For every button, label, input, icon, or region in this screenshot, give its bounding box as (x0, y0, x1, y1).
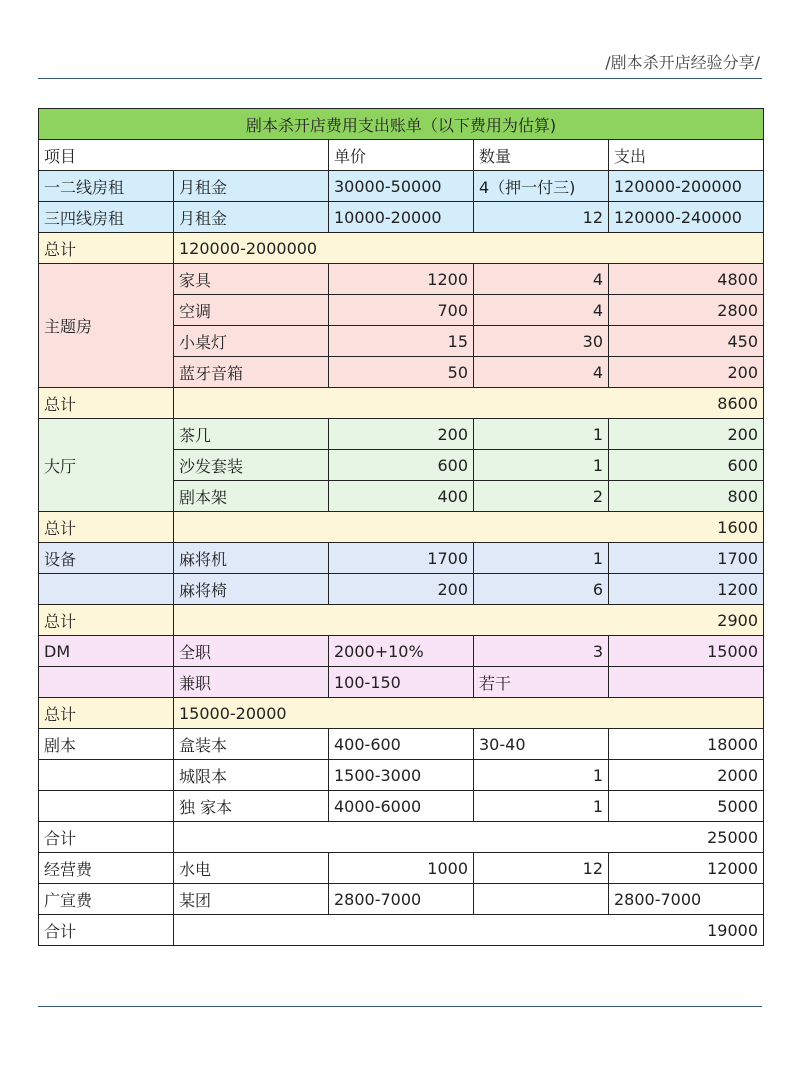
table-title-row (39, 109, 764, 140)
header-row (39, 140, 764, 171)
row-qty: 1 (474, 450, 609, 481)
row-price: 100-150 (329, 667, 474, 698)
row-sub: 蓝牙音箱 (174, 357, 329, 388)
row-price: 700 (329, 295, 474, 326)
table-row (39, 419, 764, 450)
row-cost: 600 (609, 450, 764, 481)
subtotal-label: 总计 (39, 233, 174, 264)
row-cost: 4800 (609, 264, 764, 295)
bottom-divider (38, 1006, 762, 1007)
row-cost: 18000 (609, 729, 764, 760)
rent-cost: 120000-200000 (609, 171, 764, 202)
row-price: 1200 (329, 264, 474, 295)
table-title: 剧本杀开店费用支出账单（以下费用为估算) (39, 109, 764, 140)
row-qty: 若干 (474, 667, 609, 698)
subtotal-row (39, 388, 764, 419)
row-sub: 沙发套装 (174, 450, 329, 481)
subtotal-value: 1600 (174, 512, 764, 543)
subtotal-label: 总计 (39, 605, 174, 636)
row-price: 4000-6000 (329, 791, 474, 822)
subtotal-value: 2900 (174, 605, 764, 636)
col-header-cost: 支出 (609, 140, 764, 171)
subtotal-label: 总计 (39, 512, 174, 543)
row-cost: 200 (609, 357, 764, 388)
table-row (39, 667, 764, 698)
row-price: 1500-3000 (329, 760, 474, 791)
row-qty: 6 (474, 574, 609, 605)
row-cost (609, 667, 764, 698)
row-cost: 2800-7000 (609, 884, 764, 915)
row-sub: 盒装本 (174, 729, 329, 760)
table-row (39, 574, 764, 605)
row-qty: 1 (474, 760, 609, 791)
rent-qty: 12 (474, 202, 609, 233)
table-row (39, 636, 764, 667)
rent-cost: 120000-240000 (609, 202, 764, 233)
table-row (39, 264, 764, 295)
row-cost: 15000 (609, 636, 764, 667)
group-label: 经营费 (39, 853, 174, 884)
row-qty: 4 (474, 264, 609, 295)
row-sub: 麻将椅 (174, 574, 329, 605)
rent-item: 一二线房租 (39, 171, 174, 202)
row-cost: 2000 (609, 760, 764, 791)
row-price: 50 (329, 357, 474, 388)
row-sub: 麻将机 (174, 543, 329, 574)
row-cost: 5000 (609, 791, 764, 822)
group-label-empty (39, 574, 174, 605)
row-qty: 2 (474, 481, 609, 512)
subtotal-value: 8600 (174, 388, 764, 419)
row-cost: 1200 (609, 574, 764, 605)
row-price: 200 (329, 419, 474, 450)
group-label: 剧本 (39, 729, 174, 760)
subtotal-value: 25000 (174, 822, 764, 853)
group-label: 广宣费 (39, 884, 174, 915)
table-row (39, 791, 764, 822)
row-qty: 3 (474, 636, 609, 667)
row-qty (474, 884, 609, 915)
row-cost: 450 (609, 326, 764, 357)
row-sub: 空调 (174, 295, 329, 326)
row-price: 1000 (329, 853, 474, 884)
subtotal-row (39, 698, 764, 729)
rent-price: 10000-20000 (329, 202, 474, 233)
row-qty: 4 (474, 357, 609, 388)
rent-item: 三四线房租 (39, 202, 174, 233)
grand-total-row (39, 915, 764, 946)
row-sub: 某团 (174, 884, 329, 915)
row-qty: 1 (474, 419, 609, 450)
subtotal-row (39, 233, 764, 264)
row-cost: 800 (609, 481, 764, 512)
group-label-empty (39, 791, 174, 822)
group-label: 大厅 (39, 419, 174, 512)
row-sub: 独 家本 (174, 791, 329, 822)
table-row (39, 171, 764, 202)
rent-sub: 月租金 (174, 171, 329, 202)
row-sub: 兼职 (174, 667, 329, 698)
col-header-qty: 数量 (474, 140, 609, 171)
series-tag: /剧本杀开店经验分享/ (605, 53, 760, 72)
rent-qty: 4（押一付三) (474, 171, 609, 202)
subtotal-value: 120000-2000000 (174, 233, 764, 264)
table-row (39, 202, 764, 233)
row-price: 1700 (329, 543, 474, 574)
table-row (39, 729, 764, 760)
table-row (39, 884, 764, 915)
row-sub: 小桌灯 (174, 326, 329, 357)
row-qty: 30 (474, 326, 609, 357)
table-row (39, 543, 764, 574)
expense-table (38, 108, 764, 946)
row-qty: 1 (474, 791, 609, 822)
row-price: 600 (329, 450, 474, 481)
table-row (39, 853, 764, 884)
row-price: 2000+10% (329, 636, 474, 667)
row-sub: 家具 (174, 264, 329, 295)
group-label-empty (39, 760, 174, 791)
row-cost: 200 (609, 419, 764, 450)
grand-total-value: 19000 (174, 915, 764, 946)
row-sub: 剧本架 (174, 481, 329, 512)
row-price: 400-600 (329, 729, 474, 760)
row-sub: 全职 (174, 636, 329, 667)
row-sub: 茶几 (174, 419, 329, 450)
rent-sub: 月租金 (174, 202, 329, 233)
subtotal-value: 15000-20000 (174, 698, 764, 729)
group-label-empty (39, 667, 174, 698)
subtotal-row (39, 822, 764, 853)
col-header-item: 项目 (39, 140, 329, 171)
row-price: 15 (329, 326, 474, 357)
rent-price: 30000-50000 (329, 171, 474, 202)
row-qty: 1 (474, 543, 609, 574)
row-sub: 水电 (174, 853, 329, 884)
row-qty: 12 (474, 853, 609, 884)
row-cost: 12000 (609, 853, 764, 884)
row-sub: 城限本 (174, 760, 329, 791)
row-price: 400 (329, 481, 474, 512)
row-qty: 30-40 (474, 729, 609, 760)
subtotal-row (39, 512, 764, 543)
grand-total-label: 合计 (39, 915, 174, 946)
row-price: 2800-7000 (329, 884, 474, 915)
subtotal-label: 总计 (39, 388, 174, 419)
group-label: 设备 (39, 543, 174, 574)
col-header-price: 单价 (329, 140, 474, 171)
subtotal-label: 合计 (39, 822, 174, 853)
group-label: DM (39, 636, 174, 667)
row-qty: 4 (474, 295, 609, 326)
subtotal-row (39, 605, 764, 636)
row-price: 200 (329, 574, 474, 605)
row-cost: 2800 (609, 295, 764, 326)
table-row (39, 760, 764, 791)
subtotal-label: 总计 (39, 698, 174, 729)
row-cost: 1700 (609, 543, 764, 574)
group-label: 主题房 (39, 264, 174, 388)
top-divider (38, 78, 762, 79)
